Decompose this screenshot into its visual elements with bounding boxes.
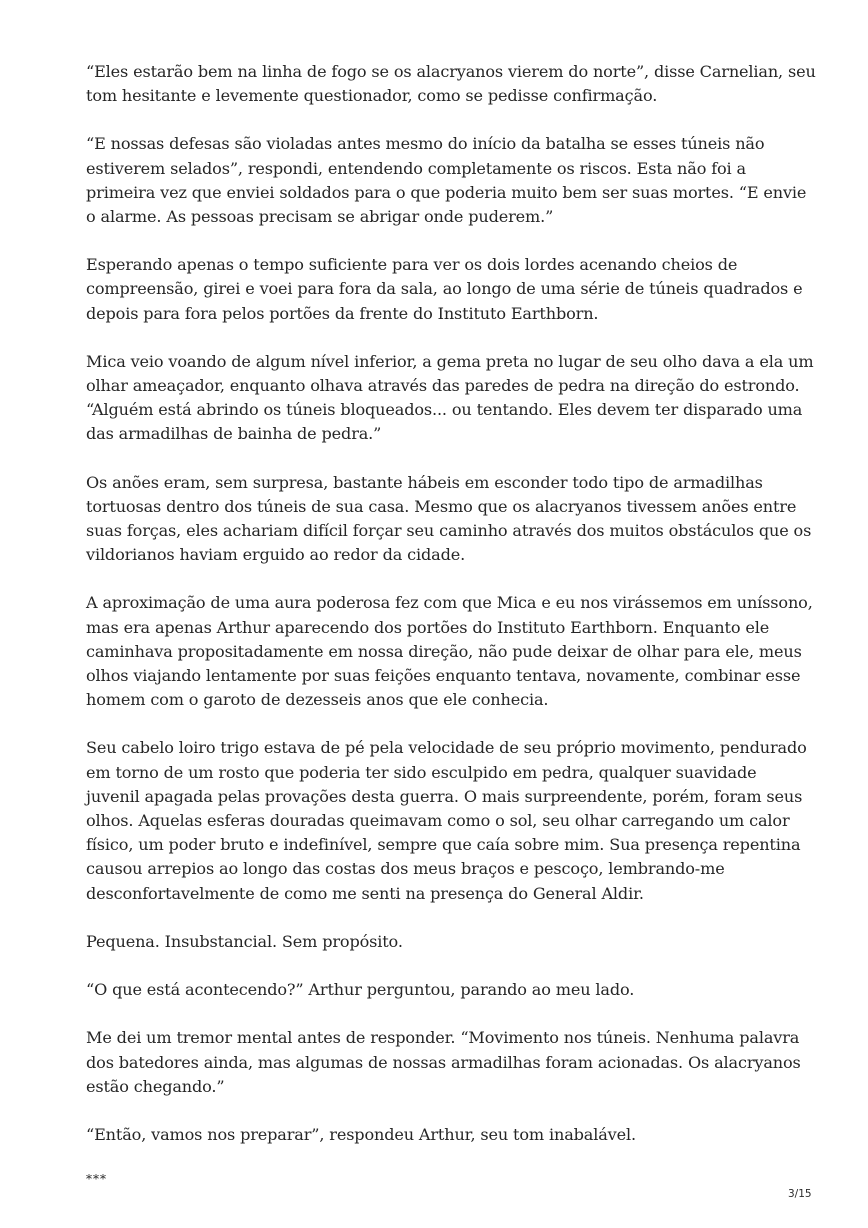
- text-line: das armadilhas de bainha de pedra.”: [86, 424, 382, 444]
- paragraph: [86, 253, 803, 326]
- paragraph: [86, 736, 807, 905]
- text-line: “Eles estarão bem na linha de fogo se os alacryanos vierem do norte”, disse Carnelian, seu: [86, 62, 816, 81]
- text-line: “Alguém está abrindo os túneis bloqueados... ou tentando. Eles devem ter disparado uma: [86, 400, 803, 420]
- paragraph-list: [86, 60, 816, 1147]
- text-line: mas era apenas Arthur aparecendo dos portões do Instituto Earthborn. Enquanto ele: [86, 617, 770, 637]
- text-line: homem com o garoto de dezesseis anos que ele conhecia.: [86, 690, 549, 710]
- text-line: tortuosas dentro dos túneis de sua casa. Mesmo que os alacryanos tivessem anões entre: [86, 496, 797, 516]
- text-line: primeira vez que enviei soldados para o que poderia muito bem ser suas mortes. “E envie: [86, 182, 807, 202]
- text-line: físico, um poder bruto e indefinível, sempre que caía sobre mim. Sua presença repentina: [86, 835, 801, 855]
- text-line: “E nossas defesas são violadas antes mesmo do início da batalha se esses túneis não: [86, 134, 765, 154]
- text-line: caminhava propositadamente em nossa direção, não pude deixar de olhar para ele, meus: [86, 641, 802, 661]
- paragraph: [86, 930, 786, 954]
- text-line: dos batedores ainda, mas algumas de nossas armadilhas foram acionadas. Os alacryanos: [86, 1052, 801, 1072]
- text-line: suas forças, eles achariam difícil forçar seu caminho através dos muitos obstáculos que os: [86, 521, 812, 541]
- paragraph: [86, 471, 812, 568]
- paragraph: [86, 60, 816, 108]
- text-line: olhos. Aquelas esferas douradas queimavam como o sol, seu olhar carregando um calor: [86, 811, 790, 831]
- text-line: desconfortavelmente de como me senti na presença do General Aldir.: [86, 883, 644, 903]
- text-line: Mica veio voando de algum nível inferior, a gema preta no lugar de seu olho dava a ela um: [86, 351, 814, 371]
- text-line: estiverem selados”, respondi, entendendo completamente os riscos. Esta não foi a: [86, 158, 746, 178]
- text-line: compreensão, girei e voei para fora da sala, ao longo de uma série de túneis quadrados e: [86, 279, 803, 299]
- text-line: Seu cabelo loiro trigo estava de pé pela velocidade de seu próprio movimento, pendurado: [86, 738, 807, 758]
- text-line: estão chegando.”: [86, 1076, 225, 1096]
- text-line: olhar ameaçador, enquanto olhava através das paredes de pedra na direção do estrondo.: [86, 376, 800, 396]
- page-number: 3/15: [788, 1188, 812, 1200]
- text-line: vildorianos haviam erguido ao redor da cidade.: [86, 545, 466, 565]
- text-line: em torno de um rosto que poderia ter sido esculpido em pedra, qualquer suavidade: [86, 762, 757, 782]
- paragraph: [86, 132, 807, 229]
- text-line: Me dei um tremor mental antes de responder. “Movimento nos túneis. Nenhuma palavra: [86, 1028, 800, 1048]
- paragraph: [86, 978, 786, 1002]
- paragraph: [86, 350, 814, 447]
- text-line: tom hesitante e levemente questionador, como se pedisse confirmação.: [86, 86, 658, 106]
- text-line: causou arrepios ao longo das costas dos meus braços e pescoço, lembrando-me: [86, 859, 725, 879]
- text-line: “Então, vamos nos preparar”, respondeu Arthur, seu tom inabalável.: [86, 1124, 636, 1144]
- text-line: juvenil apagada pelas provações desta guerra. O mais surpreendente, porém, foram seus: [86, 786, 803, 806]
- text-line: Os anões eram, sem surpresa, bastante hábeis em esconder todo tipo de armadilhas: [86, 472, 763, 492]
- document-body: [86, 60, 816, 1187]
- text-line: olhos viajando lentamente por suas feições enquanto tentava, novamente, combinar esse: [86, 666, 801, 686]
- section-separator: ***: [86, 1172, 107, 1187]
- text-line: o alarme. As pessoas precisam se abrigar onde puderem.”: [86, 207, 554, 227]
- text-line: A aproximação de uma aura poderosa fez com que Mica e eu nos virássemos em uníssono,: [86, 593, 813, 613]
- paragraph: [86, 591, 813, 712]
- text-line: Esperando apenas o tempo suficiente para ver os dois lordes acenando cheios de: [86, 255, 738, 275]
- text-line: depois para fora pelos portões da frente do Instituto Earthborn.: [86, 303, 599, 323]
- text-line: “O que está acontecendo?” Arthur perguntou, parando ao meu lado.: [86, 980, 635, 1000]
- paragraph: [86, 1123, 786, 1147]
- paragraph: [86, 1026, 801, 1099]
- text-line: Pequena. Insubstancial. Sem propósito.: [86, 931, 403, 951]
